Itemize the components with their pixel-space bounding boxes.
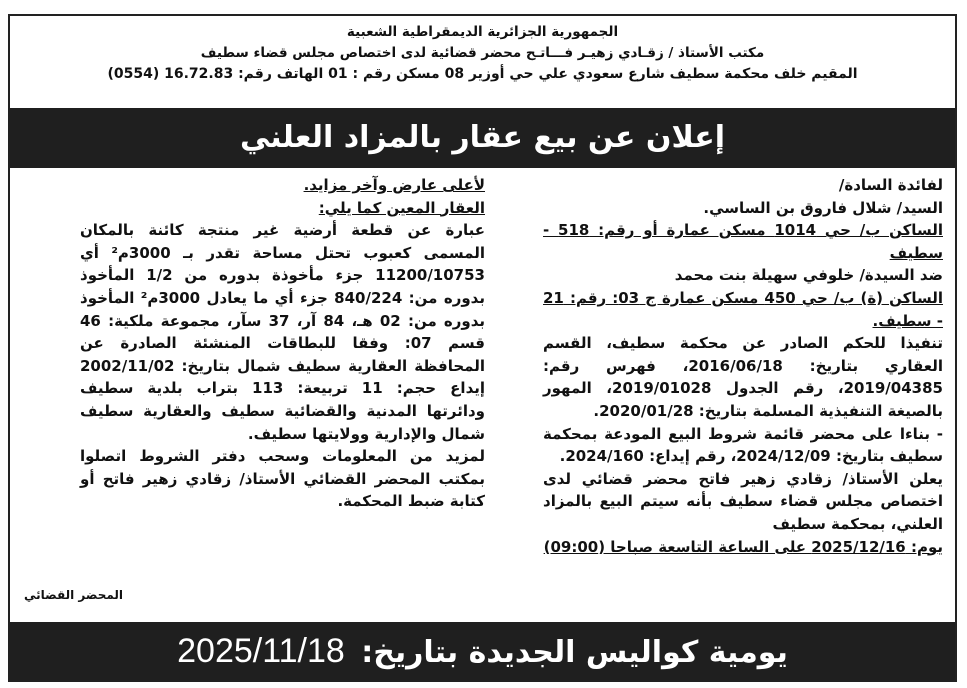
property-description: عبارة عن قطعة أرضية غير منتجة كائنة بالمكان المسمى كعبوب تحتل مساحة تقدر بـ 3000م² أي 11200/10753 جزء مأخوذة بدوره من 1/2 المأخوذ بدوره من: 840/224 جزء أي ما يعادل 3000م² المأخوذ بدوره من: 02 هـ، 84 آر، 37 سآر، مجموعة ملكية: 46 قسم 07: وفقا للبطاقات المنشئة الصادرة عن المحافظة العقارية سطيف شمال بتاريخ: 2002/11/02 إيداع حجم: 11 تربيعة: 113 بتراب بلدية سطيف ودائرتها المدنية والقضائية سطيف والعقارية سطيف شمال والإدارية وولايتها سطيف.: [80, 221, 486, 443]
conditions-paragraph: - بناءا على محضر قائمة شروط البيع المودعة بمحكمة سطيف بتاريخ: 2024/12/09، رقم إيداع: 2024/160.: [543, 424, 943, 466]
office-line: مكتب الأستاذ / زقـادي زهيـر فـــاتـح محضر قضائية لدى اختصاص مجلس قضاء سطيف: [200, 45, 765, 61]
bailiff-signature: المحضر القضائي: [24, 588, 124, 602]
defendant-name: ضد السيدة/ خلوفي سهيلة بنت محمد: [674, 266, 943, 285]
beneficiary-label: لفائدة السادة/: [838, 176, 943, 194]
contact-paragraph: لمزيد من المعلومات وسحب دفتر الشروط اتصلوا بمكتب المحضر القضائي الأستاذ/ زقادي زهير فاتح أو كتابة ضبط المحكمة.: [80, 447, 485, 511]
plaintiff-address: الساكن ب/ حي 1014 مسكن عمارة أو رقم: 518 - سطيف: [543, 221, 943, 262]
address-line: المقيم خلف محكمة سطيف شارع سعودي علي حي أوزير 08 مسكن رقم : 01 الهاتف رقم: 16.72.83 (0554): [107, 66, 858, 82]
publication-footer: [10, 622, 955, 680]
notice-header: [10, 16, 955, 96]
right-column: [543, 174, 943, 558]
plaintiff-name: السيد/ شلال فاروق بن الساسي.: [703, 198, 943, 217]
left-column: [80, 174, 485, 513]
defendant-address: الساكن (ة) ب/ حي 450 مسكن عمارة ج 03: رقم: 21 - سطيف.: [543, 288, 943, 330]
bidder-line: لأعلى عارض وآخر مزايد.: [303, 176, 485, 194]
notice-page: [8, 14, 957, 682]
notice-title: إعلان عن بيع عقار بالمزاد العلني: [10, 108, 955, 168]
newspaper-label: يومية كواليس الجديدة بتاريخ:: [361, 635, 788, 670]
publication-date: 2025/11/18: [177, 632, 345, 670]
republic-title: الجمهورية الجزائرية الديمقراطية الشعبية: [346, 24, 619, 40]
judgment-paragraph: تنفيذا للحكم الصادر عن محكمة سطيف، القسم العقاري بتاريخ: 2016/06/18، فهرس رقم: 2019/04385، رقم الجدول 2019/01028، المهور بالصيغة التنفيذية المسلمة بتاريخ: 2020/01/28.: [543, 334, 943, 420]
auction-date: يوم: 2025/12/16 على الساعة التاسعة صباحا (09:00): [543, 537, 943, 556]
property-heading: العقار المعين كما يلي:: [318, 198, 485, 217]
announcement-paragraph: يعلن الأستاذ/ زقادي زهير فاتح محضر قضائي لدى اختصاص مجلس قضاء سطيف بأنه سيتم البيع بالمزاد العلني، بمحكمة سطيف: [543, 469, 943, 533]
